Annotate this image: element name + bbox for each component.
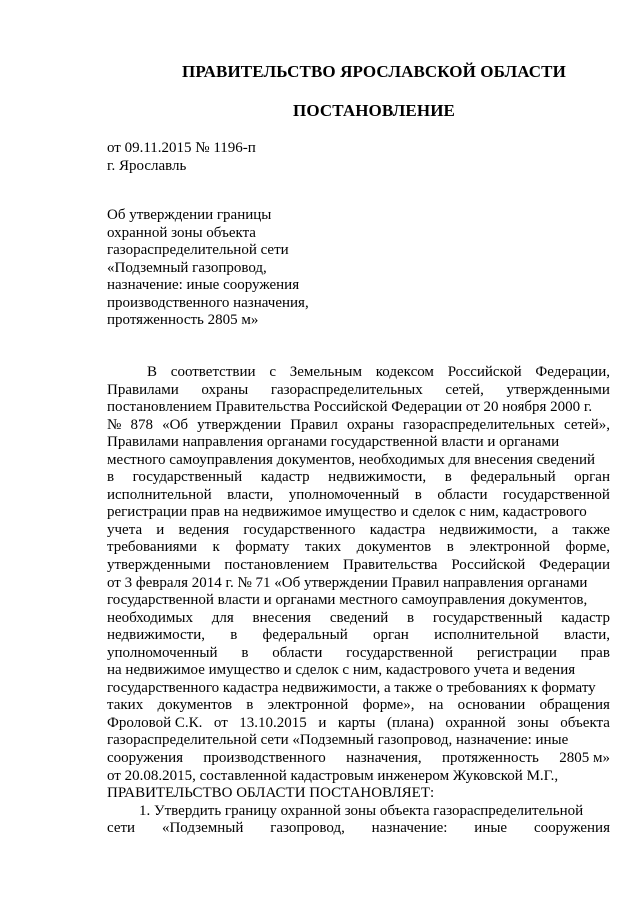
body-text: форме», bbox=[362, 697, 415, 714]
body-line bbox=[107, 803, 610, 821]
body-text: кодексом bbox=[375, 364, 434, 380]
body-text: сооружения bbox=[533, 820, 610, 837]
body-text: области bbox=[437, 486, 488, 503]
body-text: государственной bbox=[346, 644, 454, 661]
government-title: ПРАВИТЕЛЬСТВО ЯРОСЛАВСКОЙ ОБЛАСТИ bbox=[182, 62, 566, 81]
body-text: к bbox=[212, 539, 220, 556]
body-text: и bbox=[156, 521, 165, 538]
subject-line: Об утверждении границы bbox=[107, 207, 272, 223]
body-text: утвержденными bbox=[506, 381, 610, 398]
body-line bbox=[107, 592, 610, 610]
body-text: учета bbox=[107, 521, 143, 538]
body-text: ведения bbox=[178, 521, 230, 538]
body-line bbox=[107, 469, 610, 487]
body-text: Правилами направления органами государственной власти и органами bbox=[107, 434, 560, 451]
body-text: власти, bbox=[227, 486, 274, 503]
body-text: от 20.08.2015, составленной кадастровым инженером Жуковской М.Г., bbox=[107, 767, 559, 784]
body-text: в bbox=[107, 469, 115, 486]
body-text: орган bbox=[373, 627, 409, 644]
body-text: также bbox=[572, 521, 610, 538]
city: г. Ярославль bbox=[107, 158, 187, 174]
body-text: назначения, bbox=[346, 750, 422, 767]
body-text: газопровод, bbox=[270, 820, 345, 837]
body-text: охраны bbox=[346, 416, 394, 433]
date-number: от 09.11.2015 № 1196-п bbox=[107, 140, 256, 156]
body-text: таких bbox=[107, 697, 144, 714]
document-type-title: ПОСТАНОВЛЕНИЕ bbox=[293, 101, 455, 120]
body-line bbox=[107, 645, 610, 663]
body-text: сети bbox=[107, 820, 136, 837]
body-text: от bbox=[213, 714, 228, 731]
body-line bbox=[107, 662, 610, 680]
body-line bbox=[107, 785, 610, 803]
body-text: документов bbox=[157, 697, 233, 714]
body-text: «Об bbox=[162, 416, 189, 433]
body-text: утверждении bbox=[197, 416, 282, 433]
body-text: на недвижимое имущество и сделок с ним, кадастрового учета и ведения bbox=[107, 662, 576, 679]
body-text: Правил bbox=[290, 416, 338, 433]
body-text: от 3 февраля 2014 г. № 71 «Об утверждении Правил направления органами bbox=[107, 574, 588, 591]
body-text: постановлением bbox=[224, 557, 330, 574]
body-text: в bbox=[230, 627, 238, 644]
body-text: требованиями bbox=[107, 539, 198, 556]
body-text: зоны bbox=[517, 714, 549, 731]
body-text: газораспределительных bbox=[402, 416, 555, 433]
body-line bbox=[107, 697, 610, 715]
body-text: Федерации, bbox=[535, 364, 610, 380]
subject-line: назначение: иные сооружения bbox=[107, 277, 300, 293]
body-text: необходимых bbox=[107, 609, 193, 626]
body-text: 13.10.2015 bbox=[239, 714, 307, 731]
body-line bbox=[107, 768, 610, 786]
body-text: формату bbox=[235, 539, 290, 556]
body-line bbox=[107, 487, 610, 505]
body-line bbox=[107, 382, 610, 400]
body-text: внесения bbox=[252, 609, 312, 626]
body-text: ПРАВИТЕЛЬСТВО ОБЛАСТИ ПОСТАНОВЛЯЕТ: bbox=[107, 785, 435, 802]
body-text: государственного bbox=[243, 521, 356, 538]
body-text: электронной bbox=[267, 697, 349, 714]
body-text: государственной власти и органами местного самоуправления документов, bbox=[107, 592, 588, 609]
body-text: газораспределительных bbox=[270, 381, 423, 398]
body-line bbox=[107, 610, 610, 628]
body-text: исполнительной bbox=[434, 627, 539, 644]
body-text: государственного кадастра недвижимости, а также о требованиях к формату bbox=[107, 679, 596, 696]
body-text: государственный bbox=[432, 609, 543, 626]
body-text: уполномоченный bbox=[288, 486, 400, 503]
body-text: Федерации bbox=[539, 557, 610, 574]
body-text: а bbox=[551, 521, 559, 538]
body-text: прав bbox=[580, 644, 610, 661]
body-text: для bbox=[211, 609, 234, 626]
body-line bbox=[107, 715, 610, 733]
body-text: регистрации bbox=[476, 644, 557, 661]
body-text: области bbox=[272, 644, 323, 661]
body-text: сведений bbox=[329, 609, 389, 626]
body-text: объекта bbox=[560, 714, 610, 731]
body-text: в bbox=[407, 609, 415, 626]
body-text: 2805 м» bbox=[559, 750, 610, 767]
body-text: 1. Утвердить границу охранной зоны объекта газораспределительной bbox=[139, 802, 584, 819]
body-text: кадастр bbox=[561, 609, 610, 626]
body-text: на bbox=[428, 697, 444, 714]
body-line bbox=[107, 750, 610, 768]
body-text: недвижимости, bbox=[328, 469, 427, 486]
body-text: документов bbox=[356, 539, 432, 556]
body-text: Правилами bbox=[107, 381, 179, 398]
body-line bbox=[107, 627, 610, 645]
body-line bbox=[107, 364, 610, 382]
body-line bbox=[107, 504, 610, 522]
body-text: основании bbox=[457, 697, 526, 714]
body-text: соответствии bbox=[170, 364, 256, 380]
body-text: в bbox=[246, 697, 254, 714]
body-text: постановлением Правительства Российской Федерации от 20 ноября 2000 г. bbox=[107, 399, 593, 416]
body-text: обращения bbox=[539, 697, 610, 714]
body-line bbox=[107, 434, 610, 452]
document-body bbox=[107, 364, 610, 838]
body-text: в bbox=[414, 486, 422, 503]
body-text: Российской bbox=[451, 557, 526, 574]
body-text: таких bbox=[304, 539, 342, 556]
body-text: в bbox=[446, 539, 454, 556]
body-text: государственной bbox=[503, 486, 610, 503]
body-text: сетей», bbox=[564, 416, 610, 433]
body-text: власти, bbox=[563, 627, 610, 644]
body-text: форме, bbox=[565, 539, 610, 556]
subject-line: «Подземный газопровод, bbox=[107, 259, 267, 276]
body-text: и bbox=[318, 714, 327, 731]
body-text: федеральный bbox=[262, 627, 348, 644]
document-meta bbox=[107, 139, 256, 175]
body-text: Фроловой С.К. bbox=[107, 714, 203, 731]
body-line bbox=[107, 539, 610, 557]
subject-line: производственного назначения, bbox=[107, 294, 309, 311]
body-text: производственного bbox=[203, 750, 326, 767]
body-text: исполнительной bbox=[107, 486, 212, 503]
body-text: протяженность bbox=[442, 750, 539, 767]
body-text: федеральный bbox=[470, 469, 556, 486]
body-text: охраны bbox=[201, 381, 249, 398]
body-text: «Подземный bbox=[161, 820, 244, 837]
body-text: назначение: bbox=[371, 820, 448, 837]
body-text: в bbox=[444, 469, 452, 486]
body-text: Земельным bbox=[289, 364, 362, 380]
subject-line: газораспределительной сети bbox=[107, 242, 289, 258]
body-line bbox=[107, 732, 610, 750]
body-text: Российской bbox=[447, 364, 522, 380]
body-text: № bbox=[107, 416, 122, 433]
body-text: Правительства bbox=[343, 557, 438, 574]
body-text: кадастр bbox=[260, 469, 310, 486]
body-text: электронной bbox=[469, 539, 551, 556]
body-text: местного самоуправления документов, необходимых для внесения сведений bbox=[107, 451, 596, 468]
body-text: иные bbox=[474, 820, 508, 837]
body-text: сооружения bbox=[107, 750, 184, 767]
body-text: В bbox=[147, 364, 158, 380]
body-line bbox=[107, 452, 610, 470]
body-text: регистрации прав на недвижимое имущество и сделок с ним, кадастрового bbox=[107, 504, 587, 521]
body-line bbox=[107, 680, 610, 698]
body-text: карты bbox=[337, 714, 376, 731]
subject-line: протяженность 2805 м» bbox=[107, 312, 259, 328]
body-text: с bbox=[269, 364, 276, 380]
body-text: газораспределительной сети «Подземный газопровод, назначение: иные bbox=[107, 732, 569, 749]
body-line bbox=[107, 820, 610, 838]
body-text: кадастра bbox=[369, 521, 426, 538]
body-text: утвержденными bbox=[107, 557, 211, 574]
body-text: недвижимости, bbox=[439, 521, 538, 538]
body-text: в bbox=[241, 644, 249, 661]
body-text: недвижимости, bbox=[107, 627, 205, 644]
body-text: государственный bbox=[132, 469, 243, 486]
body-text: сетей, bbox=[445, 381, 484, 398]
body-line bbox=[107, 522, 610, 540]
body-line bbox=[107, 399, 610, 417]
subject-line: охранной зоны объекта bbox=[107, 224, 256, 241]
body-text: (плана) bbox=[387, 714, 434, 731]
document-subject bbox=[107, 207, 309, 330]
body-line bbox=[107, 417, 610, 435]
body-line bbox=[107, 575, 610, 593]
body-text: охранной bbox=[445, 714, 506, 731]
body-text: 878 bbox=[130, 416, 153, 433]
body-text: уполномоченный bbox=[107, 644, 218, 661]
body-text: орган bbox=[574, 469, 610, 486]
body-line bbox=[107, 557, 610, 575]
